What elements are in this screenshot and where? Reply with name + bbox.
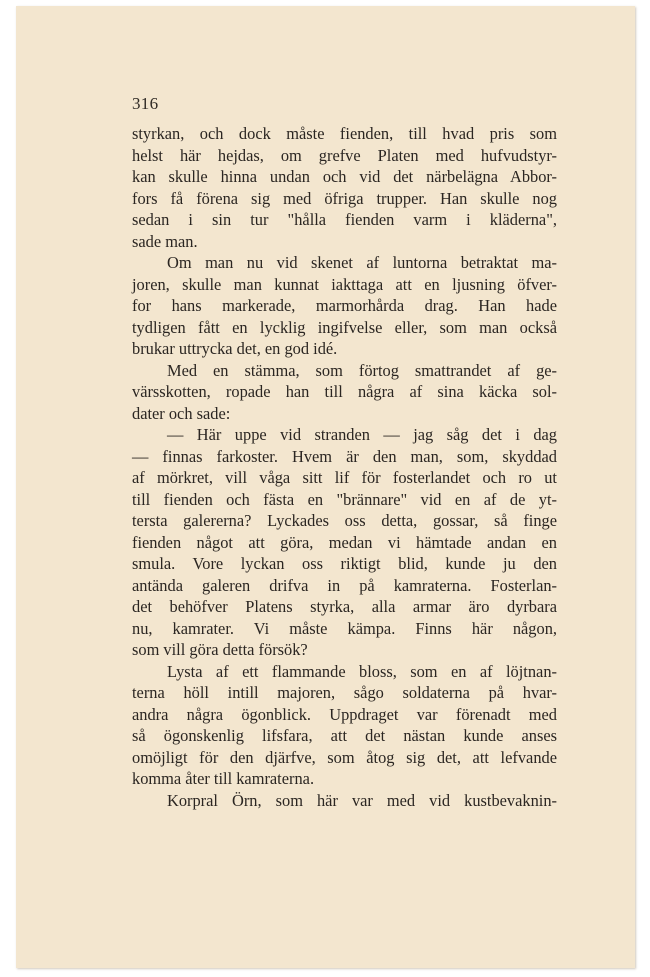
body-text xyxy=(132,123,557,811)
text-line: fienden något att göra, medan vi hämtade andan en xyxy=(132,532,557,552)
text-line: till fienden och fästa en "brännare" vid en af de yt- xyxy=(132,489,557,509)
text-line: antända galeren drifva in på kamraterna. Fosterlan- xyxy=(132,575,557,595)
text-line: som vill göra detta försök? xyxy=(132,640,308,659)
text-line: sedan i sin tur "hålla fienden varm i kläderna", xyxy=(132,210,557,229)
text-line: Lysta af ett flammande bloss, som en af löjtnan- xyxy=(167,661,557,681)
text-line: smula. Vore lyckan oss riktigt blid, kunde ju den xyxy=(132,554,557,573)
text-line: kan skulle hinna undan och vid det närbelägna Abbor- xyxy=(132,167,557,186)
text-line: komma åter till kamraterna. xyxy=(132,769,315,788)
page-number: 316 xyxy=(132,94,159,113)
text-line: andra några ögonblick. Uppdraget var förenadt med xyxy=(132,704,557,724)
text-line: tydligen fått en lycklig ingifvelse eller, som man också xyxy=(132,317,557,337)
text-line: så ögonskenlig lifsfara, att det nästan kunde anses xyxy=(132,726,557,745)
text-line: styrkan, och dock måste fienden, till hvad pris som xyxy=(132,124,557,143)
text-line: dater och sade: xyxy=(132,403,231,423)
text-line: brukar uttrycka det, en god idé. xyxy=(132,339,338,358)
text-line: sade man. xyxy=(132,231,198,251)
text-line: af mörkret, vill våga sitt lif för fosterlandet och ro ut xyxy=(132,468,557,487)
text-line: joren, skulle man kunnat iakttaga att en ljusning öfver- xyxy=(132,274,557,294)
text-line: — finnas farkoster. Hvem är den man, som, skyddad xyxy=(132,446,557,466)
text-line: Om man nu vid skenet af luntorna betraktat ma- xyxy=(167,253,557,272)
text-line: — Här uppe vid stranden — jag såg det i dag xyxy=(167,425,557,444)
text-line: Korpral Örn, som här var med vid kustbevaknin- xyxy=(167,790,557,810)
text-line: fors få förena sig med öfriga trupper. Han skulle nog xyxy=(132,188,557,208)
text-line: värsskotten, ropade han till några af sina käcka sol- xyxy=(132,382,557,401)
text-line: det behöfver Platens styrka, alla armar äro dyrbara xyxy=(132,597,557,616)
text-line: omöjligt för den djärfve, som åtog sig det, att lefvande xyxy=(132,747,557,767)
text-line: Med en stämma, som förtog smattrandet af ge- xyxy=(167,360,557,380)
text-line: for hans markerade, marmorhårda drag. Han hade xyxy=(132,296,557,315)
text-line: tersta galererna? Lyckades oss detta, gossar, så finge xyxy=(132,511,557,530)
text-line: helst här hejdas, om grefve Platen med hufvudstyr- xyxy=(132,145,557,165)
text-line: terna höll intill majoren, sågo soldaterna på hvar- xyxy=(132,683,557,702)
text-line: nu, kamrater. Vi måste kämpa. Finns här någon, xyxy=(132,618,557,638)
